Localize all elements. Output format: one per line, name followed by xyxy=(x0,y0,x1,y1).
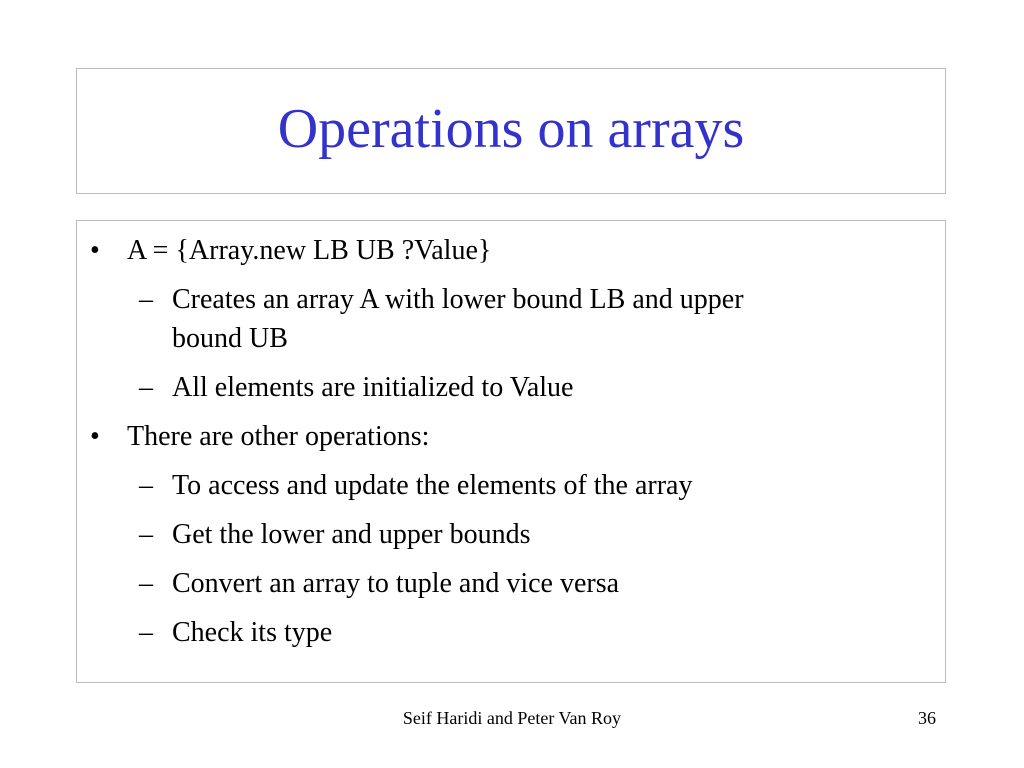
sub-bullet-marker: – xyxy=(139,519,153,550)
bullet-text: There are other operations: xyxy=(127,421,430,452)
bullet-list xyxy=(77,231,945,652)
slide-body-box xyxy=(76,220,946,683)
sub-bullet-text: All elements are initialized to Value xyxy=(172,372,574,403)
bullet-item-other-operations xyxy=(77,417,945,456)
sub-bullet-marker: – xyxy=(139,568,153,599)
sub-bullet-item-initialized xyxy=(77,368,772,407)
footer-credit: Seif Haridi and Peter Van Roy xyxy=(402,708,622,728)
sub-bullet-text: Check its type xyxy=(172,617,333,648)
sub-bullet-item-creates xyxy=(77,280,772,358)
sub-bullet-item-access-update xyxy=(77,466,772,505)
slide-title: Operations on arrays xyxy=(277,98,745,160)
bullet-marker: • xyxy=(90,235,100,266)
slide-title-box xyxy=(76,68,946,194)
sub-bullet-text: Get the lower and upper bounds xyxy=(172,519,531,550)
bullet-marker: • xyxy=(90,421,100,452)
sub-bullet-item-convert xyxy=(77,564,772,603)
bullet-text: A = {Array.new LB UB ?Value} xyxy=(127,235,492,266)
sub-bullet-marker: – xyxy=(139,617,153,648)
sub-bullet-marker: – xyxy=(139,284,153,315)
page-number: 36 xyxy=(918,708,936,728)
sub-bullet-text: Convert an array to tuple and vice versa xyxy=(172,568,620,599)
bullet-item-array-new xyxy=(77,231,945,270)
sub-bullet-marker: – xyxy=(139,470,153,501)
sub-bullet-item-type xyxy=(77,613,772,652)
sub-bullet-text: To access and update the elements of the array xyxy=(172,470,693,501)
sub-bullet-marker: – xyxy=(139,372,153,403)
sub-bullet-item-bounds xyxy=(77,515,772,554)
sub-bullet-text: Creates an array A with lower bound LB and upper bound UB xyxy=(172,284,744,354)
